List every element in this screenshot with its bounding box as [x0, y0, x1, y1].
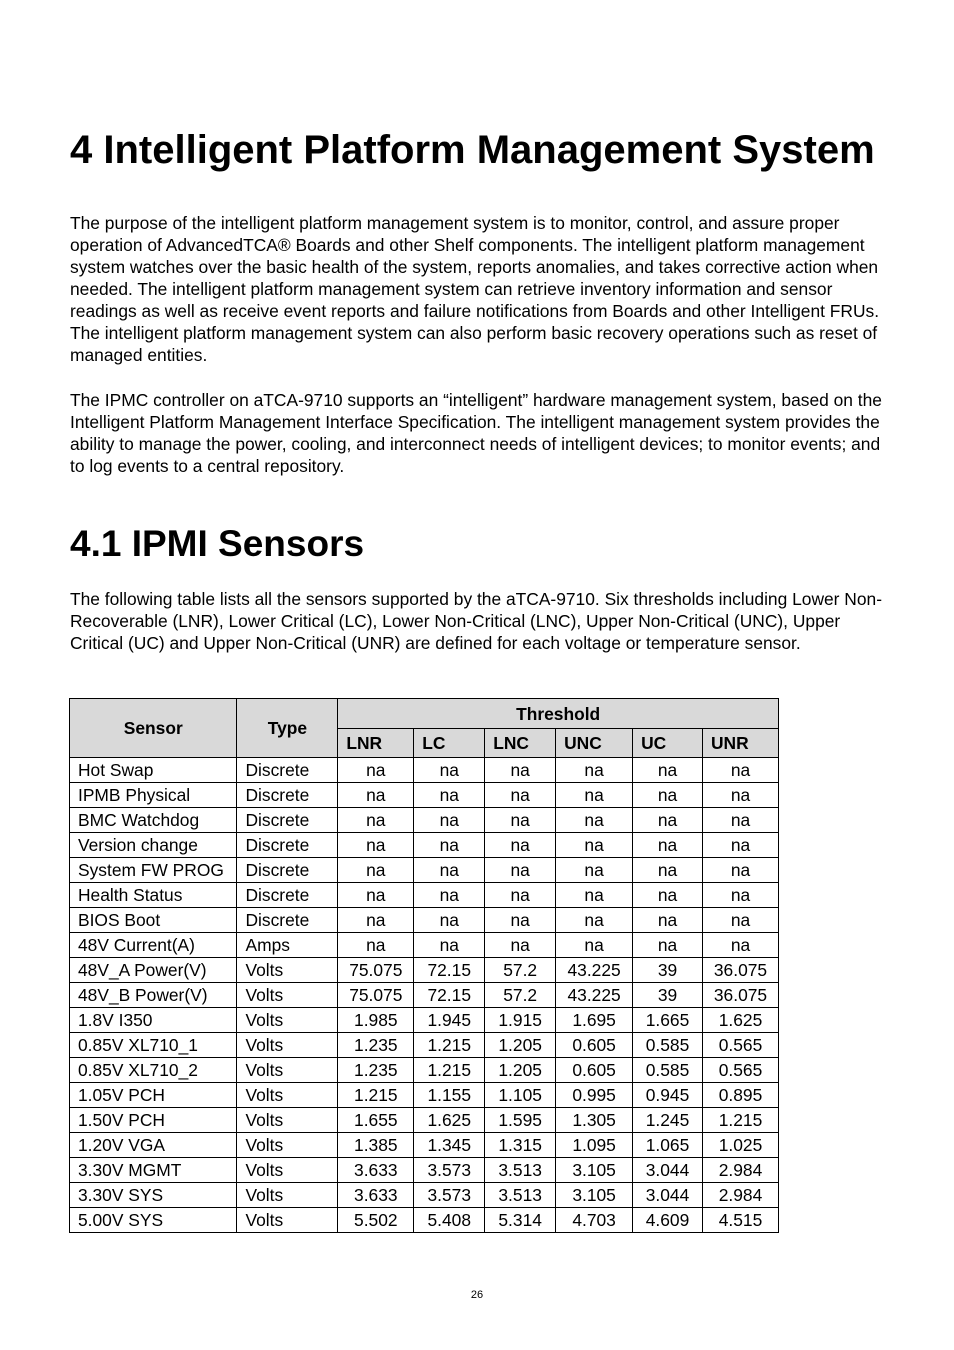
threshold-value-cell: na	[414, 808, 485, 833]
threshold-value-cell: na	[633, 808, 703, 833]
threshold-value-cell: 72.15	[414, 958, 485, 983]
threshold-value-cell: 1.665	[633, 1008, 703, 1033]
threshold-value-cell: na	[485, 908, 556, 933]
threshold-value-cell: 1.105	[485, 1083, 556, 1108]
threshold-value-cell: na	[556, 758, 633, 783]
threshold-value-cell: 0.945	[633, 1083, 703, 1108]
threshold-value-cell: na	[556, 883, 633, 908]
sensor-name-cell: 48V Current(A)	[70, 933, 237, 958]
threshold-value-cell: 3.573	[414, 1183, 485, 1208]
threshold-value-cell: na	[485, 833, 556, 858]
sensor-table	[69, 698, 779, 1233]
table-row	[70, 858, 779, 883]
table-row	[70, 808, 779, 833]
threshold-value-cell: 5.314	[485, 1208, 556, 1233]
threshold-value-cell: na	[633, 758, 703, 783]
table-row	[70, 1133, 779, 1158]
header-threshold-unr: UNR	[702, 729, 778, 758]
threshold-value-cell: 0.585	[633, 1033, 703, 1058]
table-row	[70, 958, 779, 983]
sensor-name-cell: 5.00V SYS	[70, 1208, 237, 1233]
table-row	[70, 1083, 779, 1108]
header-threshold: Threshold	[338, 699, 779, 729]
sensor-type-cell: Volts	[237, 958, 338, 983]
sensor-table-body	[70, 758, 779, 1233]
table-row	[70, 1033, 779, 1058]
threshold-value-cell: 1.695	[556, 1008, 633, 1033]
threshold-value-cell: 57.2	[485, 958, 556, 983]
threshold-value-cell: 36.075	[702, 958, 778, 983]
chapter-title: 4 Intelligent Platform Management System	[70, 128, 875, 172]
threshold-value-cell: 3.513	[485, 1183, 556, 1208]
threshold-value-cell: na	[556, 783, 633, 808]
threshold-value-cell: na	[338, 783, 414, 808]
sensor-name-cell: 1.8V I350	[70, 1008, 237, 1033]
threshold-value-cell: 4.515	[702, 1208, 778, 1233]
threshold-value-cell: 0.565	[702, 1033, 778, 1058]
sensor-type-cell: Volts	[237, 1008, 338, 1033]
sensor-type-cell: Volts	[237, 1158, 338, 1183]
threshold-value-cell: na	[633, 933, 703, 958]
threshold-value-cell: 3.513	[485, 1158, 556, 1183]
threshold-value-cell: 57.2	[485, 983, 556, 1008]
header-threshold-lc: LC	[414, 729, 485, 758]
threshold-value-cell: 0.565	[702, 1058, 778, 1083]
threshold-value-cell: 1.305	[556, 1108, 633, 1133]
threshold-value-cell: na	[338, 933, 414, 958]
sensor-type-cell: Volts	[237, 1133, 338, 1158]
threshold-value-cell: na	[556, 858, 633, 883]
header-threshold-lnr: LNR	[338, 729, 414, 758]
threshold-value-cell: na	[485, 808, 556, 833]
threshold-value-cell: 3.105	[556, 1158, 633, 1183]
threshold-value-cell: na	[414, 933, 485, 958]
table-row	[70, 1208, 779, 1233]
sensor-name-cell: 0.85V XL710_1	[70, 1033, 237, 1058]
threshold-value-cell: na	[338, 883, 414, 908]
threshold-value-cell: na	[556, 933, 633, 958]
threshold-value-cell: 3.044	[633, 1158, 703, 1183]
table-row	[70, 783, 779, 808]
table-row	[70, 1058, 779, 1083]
sensor-name-cell: Version change	[70, 833, 237, 858]
table-row	[70, 1008, 779, 1033]
threshold-value-cell: 3.044	[633, 1183, 703, 1208]
sensor-type-cell: Discrete	[237, 858, 338, 883]
header-sensor: Sensor	[70, 699, 237, 758]
threshold-value-cell: 72.15	[414, 983, 485, 1008]
threshold-value-cell: 1.315	[485, 1133, 556, 1158]
sensor-type-cell: Volts	[237, 1033, 338, 1058]
threshold-value-cell: 3.633	[338, 1158, 414, 1183]
table-row	[70, 933, 779, 958]
page-number: 26	[470, 1289, 484, 1301]
threshold-value-cell: na	[485, 933, 556, 958]
sensor-type-cell: Volts	[237, 1183, 338, 1208]
threshold-value-cell: na	[633, 883, 703, 908]
threshold-value-cell: 1.235	[338, 1033, 414, 1058]
table-row	[70, 1108, 779, 1133]
threshold-value-cell: 1.215	[414, 1058, 485, 1083]
threshold-value-cell: 1.245	[633, 1108, 703, 1133]
threshold-value-cell: 2.984	[702, 1183, 778, 1208]
threshold-value-cell: na	[633, 858, 703, 883]
threshold-value-cell: na	[702, 833, 778, 858]
table-row	[70, 758, 779, 783]
threshold-value-cell: 39	[633, 958, 703, 983]
sensor-name-cell: 1.50V PCH	[70, 1108, 237, 1133]
sensor-table-header	[70, 699, 779, 758]
threshold-value-cell: na	[702, 808, 778, 833]
threshold-value-cell: 3.105	[556, 1183, 633, 1208]
threshold-value-cell: na	[633, 783, 703, 808]
threshold-value-cell: 1.345	[414, 1133, 485, 1158]
threshold-value-cell: 1.215	[338, 1083, 414, 1108]
sensor-name-cell: BMC Watchdog	[70, 808, 237, 833]
intro-paragraph-1: The purpose of the intelligent platform management system is to monitor, control, and assure proper operation of AdvancedTCA® Boards and other Shelf components. The intelligent platform management system watches over the basic health of the system, reports anomalies, and takes corrective action when needed. The intelligent platform management system can retrieve inventory information and sensor readings as well as receive event reports and failure notifications from Boards and other Intelligent FRUs. The intelligent platform management system can also perform basic recovery operations such as reset of managed entities.	[70, 213, 880, 365]
table-row	[70, 983, 779, 1008]
threshold-value-cell: 75.075	[338, 983, 414, 1008]
threshold-value-cell: na	[702, 783, 778, 808]
threshold-value-cell: na	[633, 833, 703, 858]
sensor-name-cell: System FW PROG	[70, 858, 237, 883]
threshold-value-cell: 1.215	[702, 1108, 778, 1133]
threshold-value-cell: na	[702, 933, 778, 958]
threshold-value-cell: 4.609	[633, 1208, 703, 1233]
threshold-value-cell: na	[338, 908, 414, 933]
threshold-value-cell: na	[414, 908, 485, 933]
intro-paragraph-2: The IPMC controller on aTCA-9710 supports an “intelligent” hardware management system, based on the Intelligent Platform Management Interface Specification. The intelligent management system provides the ability to manage the power, cooling, and interconnect needs of intelligent devices; to monitor events; and to log events to a central repository.	[70, 390, 882, 476]
threshold-value-cell: 43.225	[556, 983, 633, 1008]
sensor-name-cell: 0.85V XL710_2	[70, 1058, 237, 1083]
sensor-type-cell: Discrete	[237, 883, 338, 908]
threshold-value-cell: na	[702, 758, 778, 783]
sensor-type-cell: Volts	[237, 1058, 338, 1083]
threshold-value-cell: na	[702, 908, 778, 933]
threshold-value-cell: 1.065	[633, 1133, 703, 1158]
sensor-type-cell: Volts	[237, 983, 338, 1008]
header-threshold-unc: UNC	[556, 729, 633, 758]
sensor-type-cell: Discrete	[237, 908, 338, 933]
threshold-value-cell: 1.215	[414, 1033, 485, 1058]
threshold-value-cell: 0.895	[702, 1083, 778, 1108]
section-title: 4.1 IPMI Sensors	[70, 523, 365, 564]
threshold-value-cell: 0.585	[633, 1058, 703, 1083]
threshold-value-cell: 2.984	[702, 1158, 778, 1183]
sensor-type-cell: Discrete	[237, 783, 338, 808]
sensor-name-cell: 3.30V MGMT	[70, 1158, 237, 1183]
threshold-value-cell: 0.605	[556, 1058, 633, 1083]
table-row	[70, 833, 779, 858]
threshold-value-cell: na	[556, 808, 633, 833]
sensor-type-cell: Discrete	[237, 808, 338, 833]
threshold-value-cell: 3.633	[338, 1183, 414, 1208]
header-threshold-lnc: LNC	[485, 729, 556, 758]
threshold-value-cell: 1.205	[485, 1033, 556, 1058]
threshold-value-cell: 0.605	[556, 1033, 633, 1058]
threshold-value-cell: 1.235	[338, 1058, 414, 1083]
threshold-value-cell: na	[556, 833, 633, 858]
threshold-value-cell: 36.075	[702, 983, 778, 1008]
threshold-value-cell: na	[702, 858, 778, 883]
table-row	[70, 908, 779, 933]
threshold-value-cell: 1.025	[702, 1133, 778, 1158]
table-row	[70, 1158, 779, 1183]
threshold-value-cell: 75.075	[338, 958, 414, 983]
threshold-value-cell: na	[338, 808, 414, 833]
threshold-value-cell: na	[485, 858, 556, 883]
threshold-value-cell: na	[485, 758, 556, 783]
threshold-value-cell: na	[414, 833, 485, 858]
threshold-value-cell: na	[414, 883, 485, 908]
header-type: Type	[237, 699, 338, 758]
sensor-name-cell: 48V_B Power(V)	[70, 983, 237, 1008]
threshold-value-cell: 0.995	[556, 1083, 633, 1108]
sensor-name-cell: 48V_A Power(V)	[70, 958, 237, 983]
threshold-value-cell: na	[702, 883, 778, 908]
threshold-value-cell: na	[338, 833, 414, 858]
sensor-type-cell: Volts	[237, 1083, 338, 1108]
threshold-value-cell: 1.985	[338, 1008, 414, 1033]
sensor-type-cell: Volts	[237, 1208, 338, 1233]
threshold-value-cell: na	[485, 783, 556, 808]
sensor-type-cell: Discrete	[237, 758, 338, 783]
sensor-name-cell: 1.05V PCH	[70, 1083, 237, 1108]
sensor-name-cell: 1.20V VGA	[70, 1133, 237, 1158]
threshold-value-cell: na	[485, 883, 556, 908]
threshold-value-cell: 1.945	[414, 1008, 485, 1033]
table-row	[70, 1183, 779, 1208]
threshold-value-cell: 1.655	[338, 1108, 414, 1133]
threshold-value-cell: na	[338, 758, 414, 783]
sensor-name-cell: IPMB Physical	[70, 783, 237, 808]
header-threshold-uc: UC	[633, 729, 703, 758]
threshold-value-cell: 1.095	[556, 1133, 633, 1158]
threshold-value-cell: 1.155	[414, 1083, 485, 1108]
threshold-value-cell: 1.625	[414, 1108, 485, 1133]
threshold-value-cell: na	[338, 858, 414, 883]
table-row	[70, 883, 779, 908]
sensor-type-cell: Amps	[237, 933, 338, 958]
threshold-value-cell: 43.225	[556, 958, 633, 983]
threshold-value-cell: 1.385	[338, 1133, 414, 1158]
threshold-value-cell: 1.595	[485, 1108, 556, 1133]
threshold-value-cell: 5.408	[414, 1208, 485, 1233]
threshold-value-cell: 39	[633, 983, 703, 1008]
threshold-value-cell: 4.703	[556, 1208, 633, 1233]
threshold-value-cell: 3.573	[414, 1158, 485, 1183]
threshold-value-cell: na	[414, 858, 485, 883]
threshold-value-cell: na	[556, 908, 633, 933]
threshold-value-cell: na	[414, 783, 485, 808]
sensor-name-cell: BIOS Boot	[70, 908, 237, 933]
threshold-value-cell: 1.625	[702, 1008, 778, 1033]
sensor-type-cell: Volts	[237, 1108, 338, 1133]
sensor-name-cell: Hot Swap	[70, 758, 237, 783]
threshold-value-cell: 5.502	[338, 1208, 414, 1233]
threshold-value-cell: 1.915	[485, 1008, 556, 1033]
sensor-type-cell: Discrete	[237, 833, 338, 858]
section-paragraph: The following table lists all the sensors supported by the aTCA-9710. Six thresholds including Lower Non-Recoverable (LNR), Lower Critical (LC), Lower Non-Critical (LNC), Upper Non-Critical (UNC), Upper Critical (UC) and Upper Non-Critical (UNR) are defined for each voltage or temperature sensor.	[70, 589, 882, 653]
threshold-value-cell: na	[633, 908, 703, 933]
sensor-name-cell: Health Status	[70, 883, 237, 908]
sensor-name-cell: 3.30V SYS	[70, 1183, 237, 1208]
threshold-value-cell: 1.205	[485, 1058, 556, 1083]
threshold-value-cell: na	[414, 758, 485, 783]
